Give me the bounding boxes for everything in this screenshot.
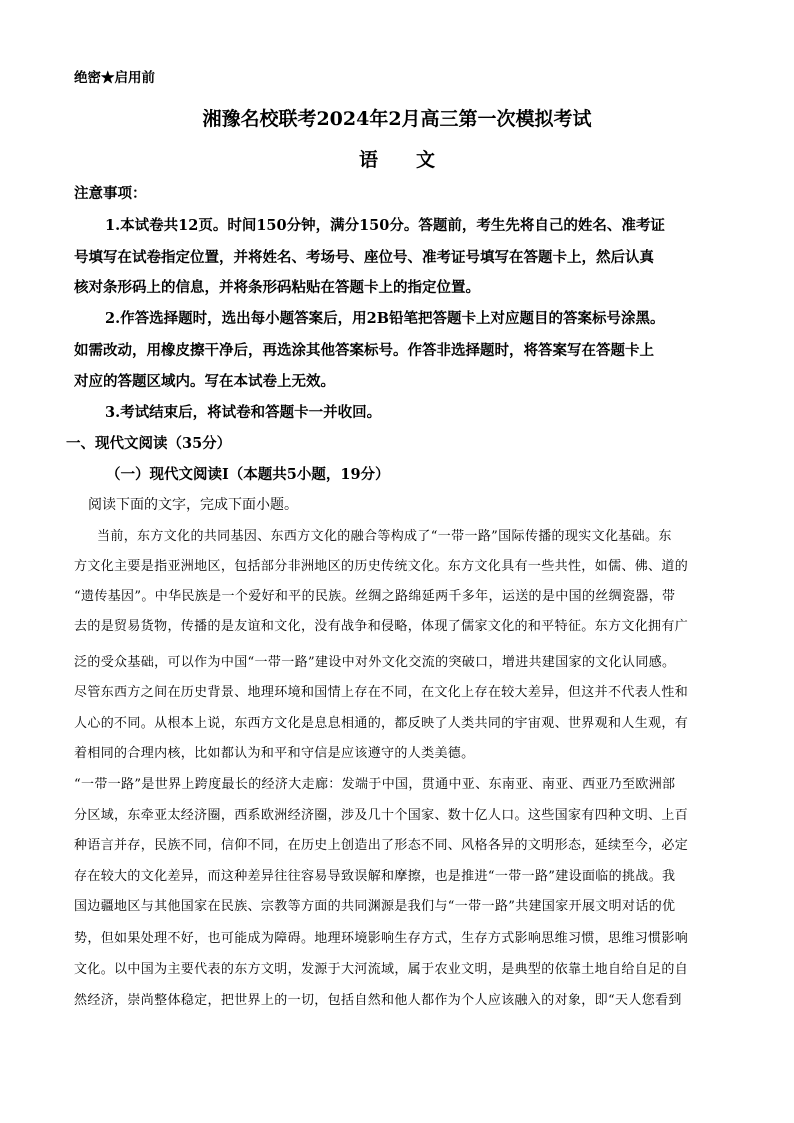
passage-line: 去的是贸易货物，传播的是友谊和文化，没有战争和侵略，体现了儒家文化的和平特征。东方文化拥有广: [74, 619, 689, 634]
passage-line: 国边疆地区与其他国家在民族、宗教等方面的共同渊源是我们与“一带一路”共建国家开展文明对话的优: [74, 899, 676, 914]
notes-line: 3.考试结束后，将试卷和答题卡一并收回。: [105, 404, 382, 421]
passage-line: 文化。以中国为主要代表的东方文明，发源于大河流域，属于农业文明，是典型的依靠土地自给自足的自: [74, 962, 689, 977]
passage-line: 存在较大的文化差异，而这种差异往往容易导致误解和摩擦，也是推进“一带一路”建设面临的挑战。我: [74, 869, 676, 884]
reading-instruction: 阅读下面的文字，完成下面小题。: [88, 497, 298, 513]
secret-mark: 绝密★启用前: [74, 70, 155, 86]
passage-line: 分区域，东牵亚太经济圈，西系欧洲经济圈，涉及几十个国家、数十亿人口。这些国家有四种文明、上百: [74, 808, 689, 823]
notes-line: 1.本试卷共12页。时间150分钟，满分150分。答题前，考生先将自己的姓名、准考证: [105, 217, 665, 234]
subject-title: 语 文: [358, 149, 435, 171]
notes-heading: 注意事项：: [74, 185, 147, 202]
exam-title: 湘豫名校联考2024年2月高三第一次模拟考试: [202, 108, 592, 130]
notes-line: 对应的答题区域内。写在本试卷上无效。: [74, 373, 335, 390]
passage-line: “一带一路”是世界上跨度最长的经济大走廊：发端于中国，贯通中亚、东南亚、南亚、西亚乃至欧洲部: [74, 777, 676, 792]
notes-line: 如需改动，用橡皮擦干净后，再选涂其他答案标号。作答非选择题时，将答案写在答题卡上: [74, 342, 654, 359]
passage-line: 势，但如果处理不好，也可能成为障碍。地理环境影响生存方式，生存方式影响思维习惯，思维习惯影响: [74, 931, 689, 946]
passage-line: 尽管东西方之间在历史背景、地理环境和国情上存在不同，在文化上存在较大差异，但这并不代表人性和: [74, 685, 689, 700]
passage-line: 着相同的合理内核，比如都认为和平和守信是应该遵守的人类美德。: [74, 746, 475, 761]
passage-line: 种语言并存，民族不同，信仰不同，在历史上创造出了形态不同、风格各异的文明形态，延续至今，必定: [74, 838, 689, 853]
section-heading: 一、现代文阅读（35分）: [66, 435, 232, 452]
notes-line: 号填写在试卷指定位置，并将姓名、考场号、座位号、准考证号填写在答题卡上，然后认真: [74, 249, 654, 266]
passage-line: 然经济，崇尚整体稳定，把世界上的一切，包括自然和他人都作为个人应该融入的对象，即“天人您看到: [74, 993, 682, 1008]
passage-line: 人心的不同。从根本上说，东西方文化是息息相通的，都反映了人类共同的宇宙观、世界观和人生观，有: [74, 716, 689, 731]
subsection-heading: （一）现代文阅读Ⅰ（本题共5小题，19分）: [106, 466, 390, 483]
notes-line: 核对条形码上的信息，并将条形码粘贴在答题卡上的指定位置。: [74, 279, 480, 296]
passage-line: 当前，东方文化的共同基因、东西方文化的融合等构成了“一带一路”国际传播的现实文化基础。东: [97, 529, 672, 544]
passage-line: 方文化主要是指亚洲地区，包括部分非洲地区的历史传统文化。东方文化具有一些共性，如儒、佛、道的: [74, 559, 689, 574]
passage-line: “遗传基因”。中华民族是一个爱好和平的民族。丝绸之路绵延两千多年，运送的是中国的丝绸瓷器，带: [74, 589, 676, 604]
passage-line: 泛的受众基础，可以作为中国“一带一路”建设中对外文化交流的突破口，增进共建国家的文化认同感。: [74, 655, 676, 670]
notes-line: 2.作答选择题时，选出每小题答案后，用2B铅笔把答题卡上对应题目的答案标号涂黑。: [105, 310, 665, 327]
